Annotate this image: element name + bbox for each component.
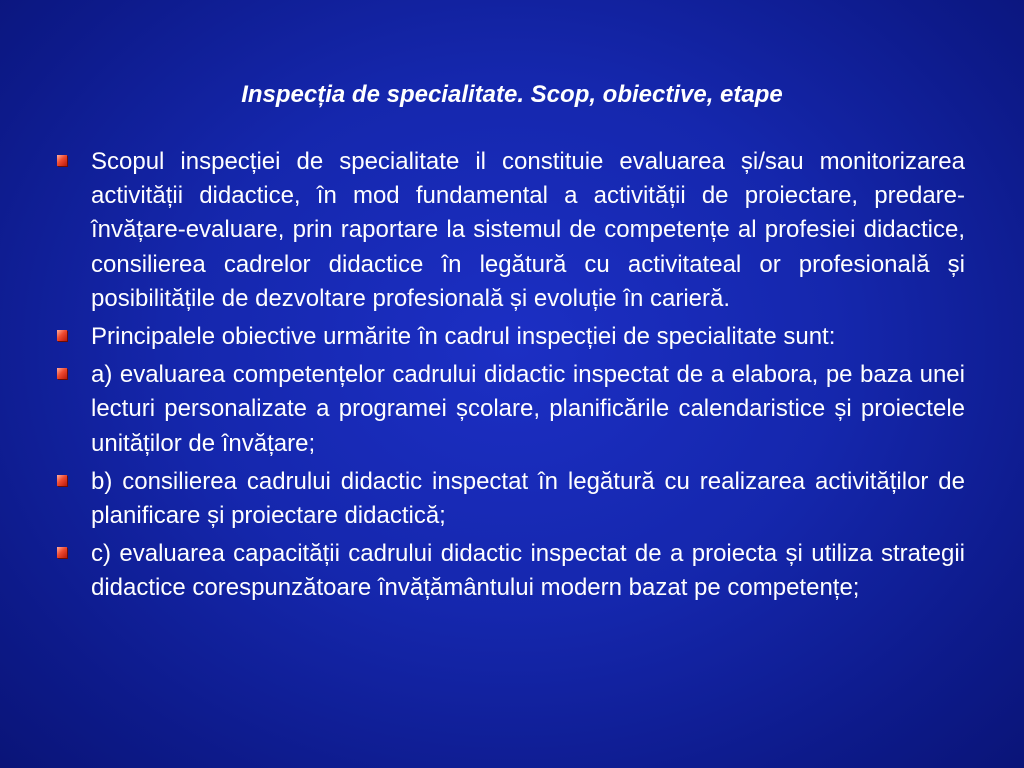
square-bullet-icon xyxy=(57,368,67,379)
square-bullet-icon xyxy=(57,155,67,166)
square-bullet-icon xyxy=(57,547,67,558)
bullet-text: Scopul inspecției de specialitate il constituie evaluarea și/sau monitorizarea activității didactice, în mod fundamental a activității de proiectare, predare-învățare-evaluare, prin raportare la sistemul de competențe al profesiei didactice, consilierea cadrelor didactice în legătură cu activitateal or profesională și posibilitățile de dezvoltare profesională și evoluție în carieră. xyxy=(91,148,965,312)
square-bullet-icon xyxy=(57,330,67,341)
bullet-text: b) consilierea cadrului didactic inspectat în legătură cu realizarea activităților de planificare și proiectare didactică; xyxy=(91,467,965,530)
bullet-text: a) evaluarea competențelor cadrului didactic inspectat de a elabora, pe baza unei lecturi personalizate a programei școlare, planificările calendaristice și proiectele unităților de învățare; xyxy=(91,361,965,457)
bullet-text: c) evaluarea capacității cadrului didactic inspectat de a proiecta și utiliza strategii didactice corespunzătoare învățământului modern bazat pe competențe; xyxy=(91,540,965,602)
bullet-text: Principalele obiective urmărite în cadrul inspecției de specialitate sunt: xyxy=(91,323,836,351)
square-bullet-icon xyxy=(57,475,67,486)
slide-title: Inspecția de specialitate. Scop, obiective, etape xyxy=(241,81,783,108)
bullet-list xyxy=(57,145,965,610)
bullet-item-a xyxy=(57,358,965,461)
bullet-item-objectives xyxy=(57,320,965,354)
bullet-item-b xyxy=(57,465,965,533)
bullet-item-c xyxy=(57,537,965,605)
bullet-item-scope xyxy=(57,145,965,316)
